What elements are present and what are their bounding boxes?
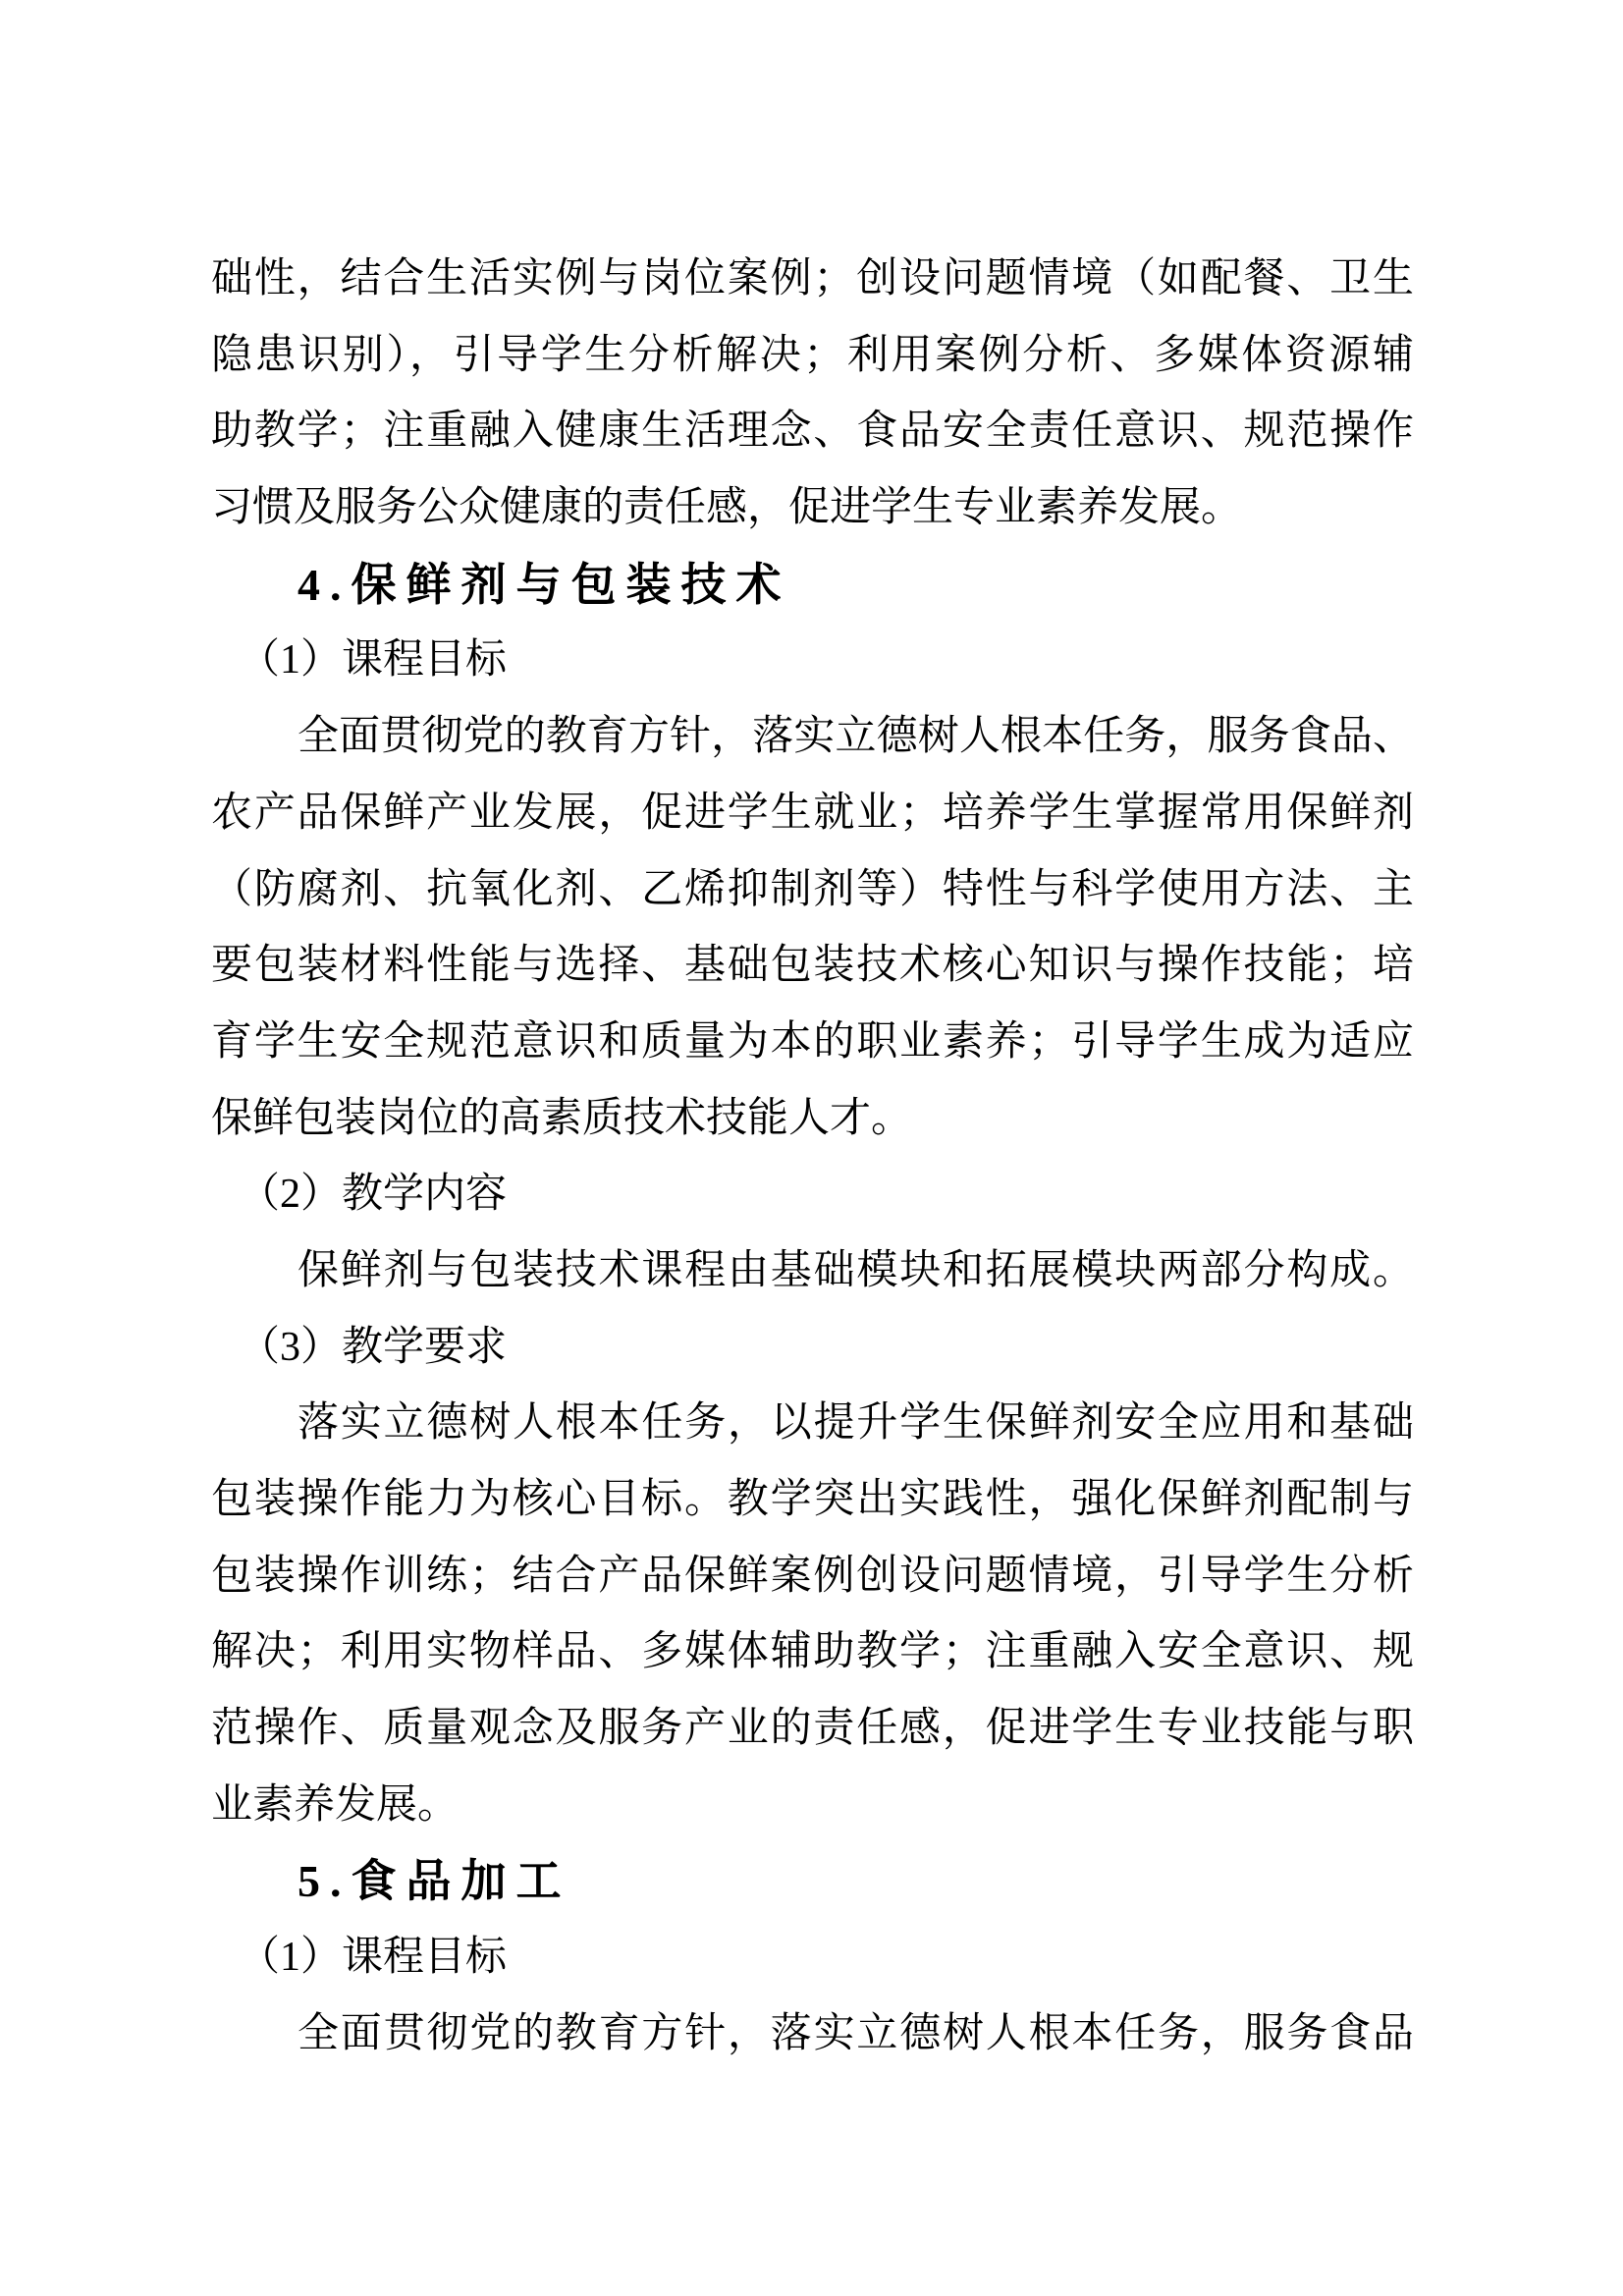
subheading-teaching-requirements: （3）教学要求 xyxy=(239,1324,508,1370)
text-line: 础性，结合生活实例与岗位案例；创设问题情境（如配餐、卫生 xyxy=(211,256,1414,301)
section-heading-5-food-processing: 5.食品加工 xyxy=(298,1856,571,1907)
text-line: 包装操作能力为核心目标。教学突出实践性，强化保鲜剂配制与 xyxy=(211,1477,1414,1522)
text-line: 育学生安全规范意识和质量为本的职业素养；引导学生成为适应 xyxy=(211,1018,1414,1065)
subheading-course-objectives: （1）课程目标 xyxy=(239,1935,508,1981)
text-line: 保鲜包装岗位的高素质技术技能人才。 xyxy=(211,1095,913,1141)
section-heading-4-preservatives-packaging: 4.保鲜剂与包装技术 xyxy=(298,559,791,610)
text-line: 范操作、质量观念及服务产业的责任感，促进学生专业技能与职 xyxy=(211,1706,1414,1752)
text-line: 习惯及服务公众健康的责任感，促进学生专业素养发展。 xyxy=(211,485,1243,531)
text-line: 助教学；注重融入健康生活理念、食品安全责任意识、规范操作 xyxy=(211,409,1414,455)
text-line: 隐患识别），引导学生分析解决；利用案例分析、多媒体资源辅 xyxy=(211,332,1414,378)
text-line: 保鲜剂与包装技术课程由基础模块和拓展模块两部分构成。 xyxy=(298,1247,1414,1293)
text-line: 包装操作训练；结合产品保鲜案例创设问题情境，引导学生分析 xyxy=(211,1553,1414,1599)
text-line: 解决；利用实物样品、多媒体辅助教学；注重融入安全意识、规 xyxy=(211,1629,1414,1675)
subheading-course-objectives: （1）课程目标 xyxy=(239,637,508,683)
text-line: 业素养发展。 xyxy=(211,1781,460,1828)
text-line: 落实立德树人根本任务，以提升学生保鲜剂安全应用和基础 xyxy=(298,1400,1414,1447)
subheading-teaching-content: （2）教学内容 xyxy=(239,1172,508,1218)
text-line: （防腐剂、抗氧化剂、乙烯抑制剂等）特性与科学使用方法、主 xyxy=(211,866,1414,912)
text-line: 要包装材料性能与选择、基础包装技术核心知识与操作技能；培 xyxy=(211,943,1414,989)
text-line: 全面贯彻党的教育方针，落实立德树人根本任务，服务食品、 xyxy=(298,714,1414,760)
text-line: 全面贯彻党的教育方针，落实立德树人根本任务，服务食品 xyxy=(298,2010,1414,2056)
text-line: 农产品保鲜产业发展，促进学生就业；培养学生掌握常用保鲜剂 xyxy=(211,790,1414,836)
document-text-block xyxy=(211,242,1414,2073)
